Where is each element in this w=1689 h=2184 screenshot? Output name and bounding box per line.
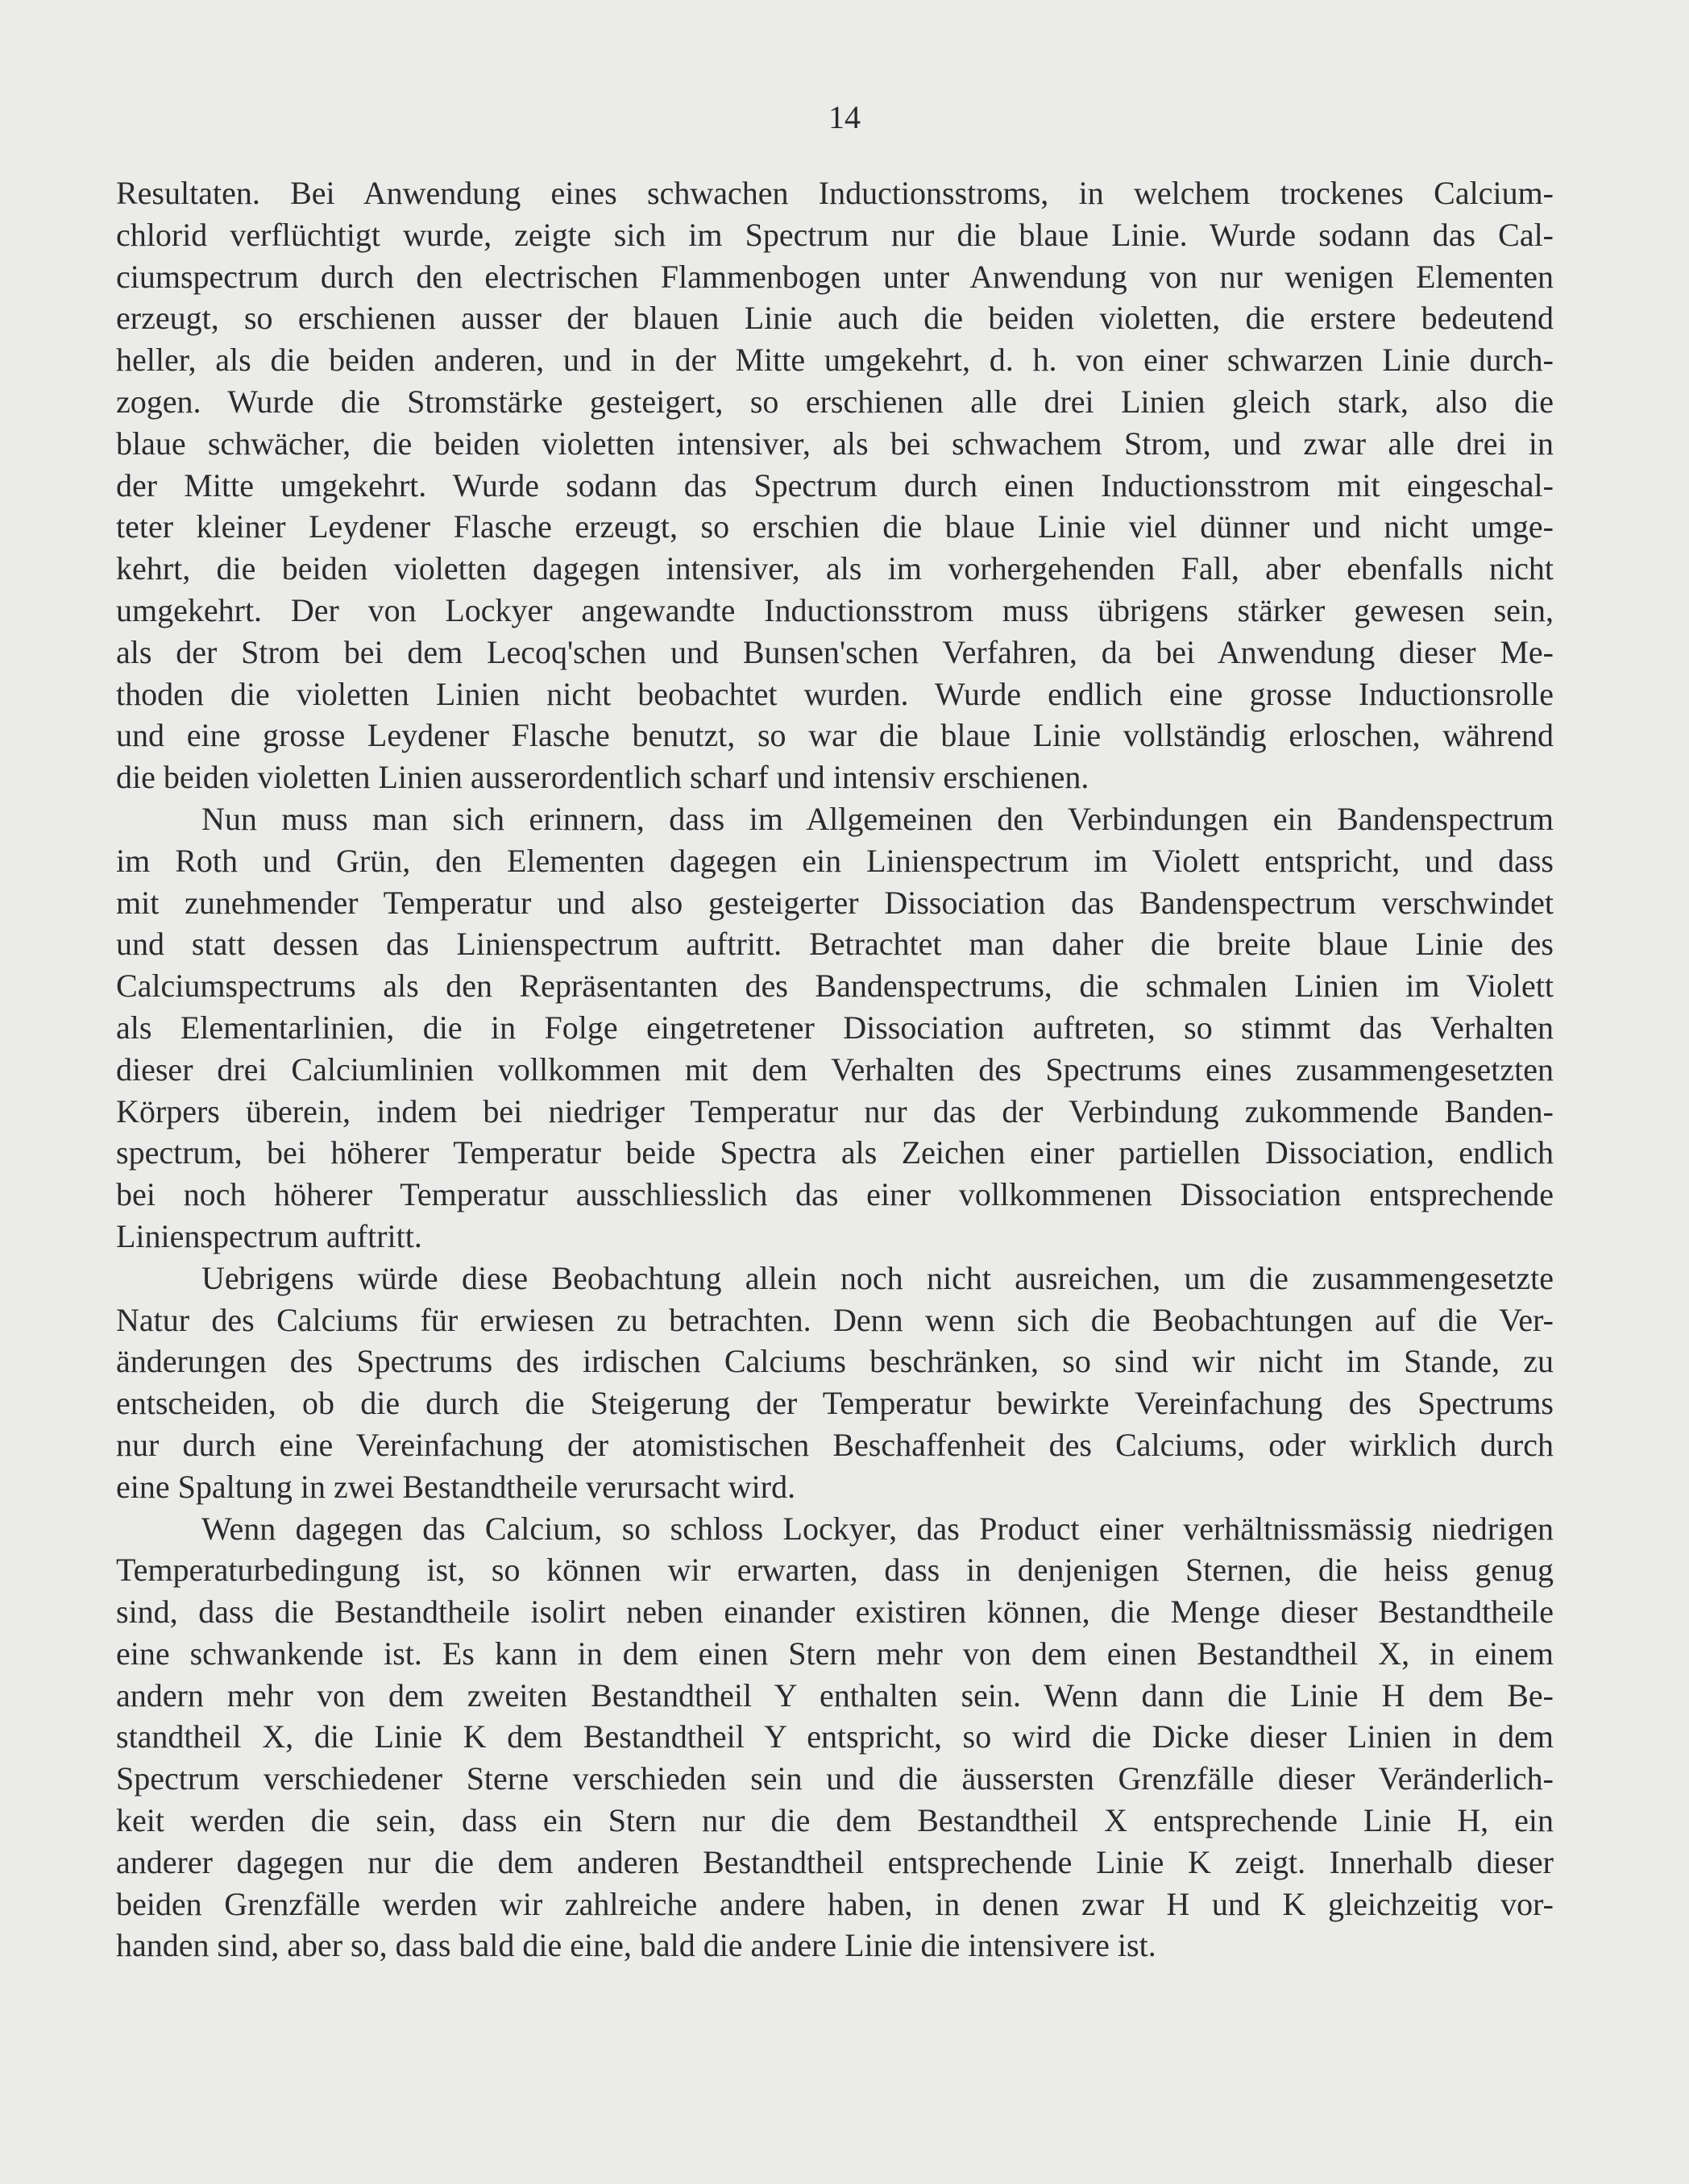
paragraph bbox=[116, 172, 1554, 798]
text-line: Uebrigens würde diese Beobachtung allein noch nicht ausreichen, um die zusammengesetzte bbox=[201, 1259, 1554, 1296]
text-line: Temperaturbedingung ist, so können wir erwarten, dass in denjenigen Sternen, die heiss genug bbox=[116, 1552, 1554, 1589]
text-line: blaue schwächer, die beiden violetten intensiver, als bei schwachem Strom, und zwar alle drei in bbox=[116, 425, 1554, 462]
text-line: Spectrum verschiedener Sterne verschieden sein und die äussersten Grenzfälle dieser Veränderlich- bbox=[116, 1760, 1554, 1797]
text-line: die beiden violetten Linien ausserordentlich scharf und intensiv erschienen. bbox=[116, 759, 1089, 796]
text-line: teter kleiner Leydener Flasche erzeugt, so erschien die blaue Linie viel dünner und nicht umge- bbox=[116, 508, 1554, 545]
text-line: erzeugt, so erschienen ausser der blauen Linie auch die beiden violetten, die erstere bedeutend bbox=[116, 300, 1554, 337]
text-line: anderer dagegen nur die dem anderen Bestandtheil entsprechende Linie K zeigt. Innerhalb dieser bbox=[116, 1843, 1554, 1880]
paragraph bbox=[116, 1258, 1554, 1508]
text-line: sind, dass die Bestandtheile isolirt neben einander existiren können, die Menge dieser Bestandtheile bbox=[116, 1593, 1554, 1631]
text-line: ciumspectrum durch den electrischen Flammenbogen unter Anwendung von nur wenigen Elementen bbox=[116, 258, 1554, 295]
text-line: und eine grosse Leydener Flasche benutzt, so war die blaue Linie vollständig erloschen, während bbox=[116, 717, 1554, 754]
text-line: und statt dessen das Linienspectrum auftritt. Betrachtet man daher die breite blaue Linie des bbox=[116, 926, 1554, 963]
paragraph bbox=[116, 1508, 1554, 1967]
text-line: standtheil X, die Linie K dem Bestandtheil Y entspricht, so wird die Dicke dieser Linien in dem bbox=[116, 1718, 1554, 1755]
text-line: Wenn dagegen das Calcium, so schloss Lockyer, das Product einer verhältnissmässig niedrigen bbox=[201, 1510, 1554, 1547]
text-line: bei noch höherer Temperatur ausschliesslich das einer vollkommenen Dissociation entsprechende bbox=[116, 1176, 1554, 1213]
text-line: thoden die violetten Linien nicht beobachtet wurden. Wurde endlich eine grosse Inductionsrolle bbox=[116, 675, 1554, 712]
text-line: spectrum, bei höherer Temperatur beide Spectra als Zeichen einer partiellen Dissociation, endlich bbox=[116, 1134, 1554, 1171]
text-line: entscheiden, ob die durch die Steigerung der Temperatur bewirkte Vereinfachung des Spectrums bbox=[116, 1385, 1554, 1422]
text-line: als der Strom bei dem Lecoq'schen und Bunsen'schen Verfahren, da bei Anwendung dieser Me- bbox=[116, 633, 1554, 670]
text-line: kehrt, die beiden violetten dagegen intensiver, als im vorhergehenden Fall, aber ebenfalls nicht bbox=[116, 550, 1554, 587]
text-line: chlorid verflüchtigt wurde, zeigte sich im Spectrum nur die blaue Linie. Wurde sodann das Cal- bbox=[116, 216, 1554, 253]
text-line: als Elementarlinien, die in Folge eingetretener Dissociation auftreten, so stimmt das Verhalten bbox=[116, 1009, 1554, 1046]
paragraph bbox=[116, 798, 1554, 1258]
text-line: eine schwankende ist. Es kann in dem einen Stern mehr von dem einen Bestandtheil X, in einem bbox=[116, 1635, 1554, 1672]
text-line: Calciumspectrums als den Repräsentanten des Bandenspectrums, die schmalen Linien im Violett bbox=[116, 968, 1554, 1005]
text-line: nur durch eine Vereinfachung der atomistischen Beschaffenheit des Calciums, oder wirklich durch bbox=[116, 1426, 1554, 1463]
text-line: Nun muss man sich erinnern, dass im Allgemeinen den Verbindungen ein Bandenspectrum bbox=[201, 800, 1554, 837]
text-line: umgekehrt. Der von Lockyer angewandte Inductionsstrom muss übrigens stärker gewesen sein, bbox=[116, 591, 1554, 628]
text-line: im Roth und Grün, den Elementen dagegen ein Linienspectrum im Violett entspricht, und dass bbox=[116, 842, 1554, 879]
page-number: 14 bbox=[828, 99, 861, 135]
text-line: keit werden die sein, dass ein Stern nur die dem Bestandtheil X entsprechende Linie H, ein bbox=[116, 1802, 1554, 1839]
text-line: Linienspectrum auftritt. bbox=[116, 1217, 422, 1254]
text-line: andern mehr von dem zweiten Bestandtheil Y enthalten sein. Wenn dann die Linie H dem Be- bbox=[116, 1676, 1554, 1714]
text-line: handen sind, aber so, dass bald die eine, bald die andere Linie die intensivere ist. bbox=[116, 1927, 1156, 1964]
text-line: heller, als die beiden anderen, und in der Mitte umgekehrt, d. h. von einer schwarzen Linie durch- bbox=[116, 342, 1554, 379]
text-line: Natur des Calciums für erwiesen zu betrachten. Denn wenn sich die Beobachtungen auf die Ver- bbox=[116, 1301, 1554, 1338]
text-line: beiden Grenzfälle werden wir zahlreiche andere haben, in denen zwar H und K gleichzeitig vor- bbox=[116, 1885, 1554, 1922]
text-line: mit zunehmender Temperatur und also gesteigerter Dissociation das Bandenspectrum verschwindet bbox=[116, 884, 1554, 921]
text-line: zogen. Wurde die Stromstärke gesteigert, so erschienen alle drei Linien gleich stark, also die bbox=[116, 383, 1554, 420]
text-line: eine Spaltung in zwei Bestandtheile verursacht wird. bbox=[116, 1468, 796, 1505]
text-line: Resultaten. Bei Anwendung eines schwachen Inductionsstroms, in welchem trockenes Calcium- bbox=[116, 175, 1554, 211]
text-line: dieser drei Calciumlinien vollkommen mit dem Verhalten des Spectrums eines zusammengesetzten bbox=[116, 1051, 1554, 1088]
text-line: änderungen des Spectrums des irdischen Calciums beschränken, so sind wir nicht im Stande, zu bbox=[116, 1343, 1554, 1380]
text-line: Körpers überein, indem bei niedriger Temperatur nur das der Verbindung zukommende Banden- bbox=[116, 1092, 1554, 1129]
text-line: der Mitte umgekehrt. Wurde sodann das Spectrum durch einen Inductionsstrom mit eingeschal- bbox=[116, 466, 1554, 504]
body-text bbox=[116, 172, 1554, 1966]
